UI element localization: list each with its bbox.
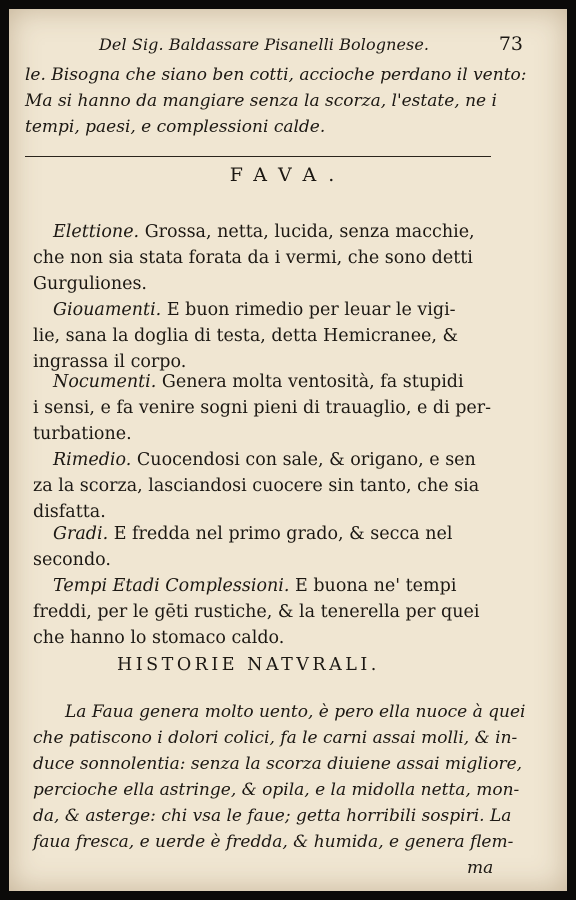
entry-line: turbatione. (33, 424, 132, 444)
entry-text: Genera molta ventosità, fa stupidi (161, 372, 464, 392)
entry-line: disfatta. (33, 502, 106, 522)
entry-line: freddi, per le gēti rustiche, & la tenerella per quei (33, 602, 480, 622)
entry-line: ingrassa il corpo. (33, 352, 187, 372)
intro-line-1: le. Bisogna che siano ben cotti, accioche perdano il vento: (25, 65, 527, 85)
section-title: FAVA. (229, 164, 347, 186)
entry-label: Tempi Etadi Complessioni. (53, 576, 290, 596)
historie-line-1: La Faua genera molto uento, è pero ella nuoce à quei (65, 702, 526, 722)
historie-line-5: da, & asterge: chi vsa le faue; getta horribili sospiri. La (33, 806, 512, 826)
intro-line-2: Ma si hanno da mangiare senza la scorza, l'estate, ne i (25, 91, 497, 111)
section-rule (25, 156, 491, 157)
entry-label: Rimedio. (53, 450, 132, 470)
entry-line: secondo. (33, 550, 111, 570)
historie-line-2: che patiscono i dolori colici, fa le carni assai molli, & in- (33, 728, 518, 748)
entry-line: Gurguliones. (33, 274, 147, 294)
book-page (9, 9, 567, 891)
entry-line: lie, sana la doglia di testa, detta Hemicranee, & (33, 326, 459, 346)
entry-text: Cuocendosi con sale, & origano, e sen (136, 450, 476, 470)
entry-text: Grossa, netta, lucida, senza macchie, (144, 222, 475, 242)
historie-line-6: faua fresca, e uerde è fredda, & humida, e genera flem- (33, 832, 514, 852)
entry-giouamenti (53, 297, 456, 323)
entry-rimedio (53, 447, 476, 473)
historie-line-7: ma (467, 858, 494, 878)
entry-line: che hanno lo stomaco caldo. (33, 628, 285, 648)
entry-line: za la scorza, lasciandosi cuocere sin tanto, che sia (33, 476, 480, 496)
historie-line-4: percioche ella astringe, & opila, e la midolla netta, mon- (33, 780, 520, 800)
intro-line-3: tempi, paesi, e complessioni calde. (25, 117, 326, 137)
running-header: Del Sig. Baldassare Pisanelli Bolognese. (99, 35, 430, 54)
entry-gradi (53, 521, 452, 547)
entry-text: E fredda nel primo grado, & secca nel (113, 524, 453, 544)
entry-elettione (53, 219, 475, 245)
entry-line: che non sia stata forata da i vermi, che sono detti (33, 248, 473, 268)
entry-label: Elettione. (53, 222, 140, 242)
entry-nocumenti (53, 369, 464, 395)
page-number: 73 (498, 33, 523, 55)
historie-title: HISTORIE NATVRALI. (117, 655, 380, 675)
entry-line: i sensi, e fa venire sogni pieni di trauaglio, e di per- (33, 398, 492, 418)
historie-line-3: duce sonnolentia: senza la scorza diuiene assai migliore, (33, 754, 523, 774)
entry-tempi (53, 573, 456, 599)
entry-label: Nocumenti. (53, 372, 157, 392)
entry-label: Giouamenti. (53, 300, 162, 320)
entry-text: E buona ne' tempi (295, 576, 457, 596)
entry-text: E buon rimedio per leuar le vigi- (166, 300, 456, 320)
entry-label: Gradi. (53, 524, 109, 544)
